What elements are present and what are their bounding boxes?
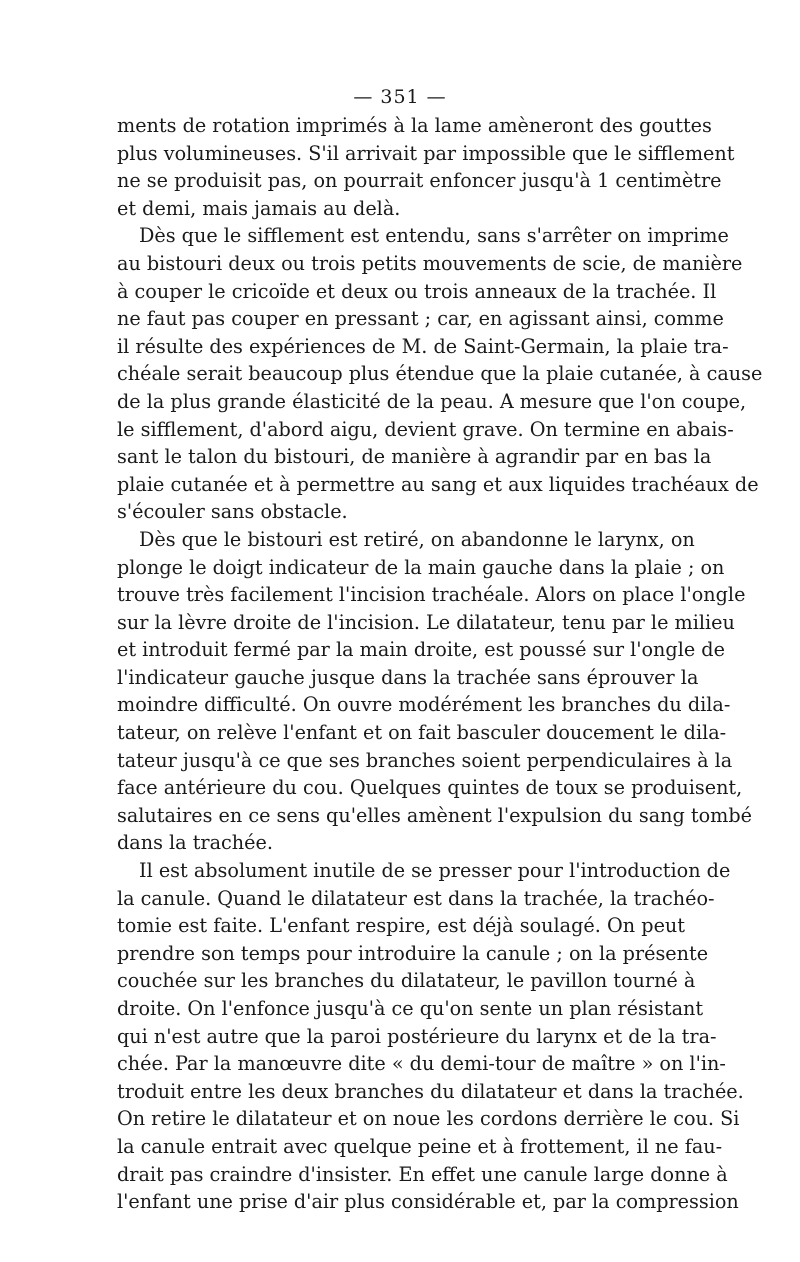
text-line: moindre difficulté. On ouvre modérément les branches du dila- (117, 693, 731, 717)
text-line: couchée sur les branches du dilatateur, le pavillon tourné à (117, 969, 696, 993)
text-line: au bistouri deux ou trois petits mouvements de scie, de manière (117, 251, 743, 275)
text-line: sur la lèvre droite de l'incision. Le dilatateur, tenu par le milieu (117, 610, 735, 634)
text-line: le sifflement, d'abord aigu, devient grave. On termine en abais- (117, 417, 734, 441)
text-line: ments de rotation imprimés à la lame amèneront des gouttes (117, 114, 712, 137)
text-line: l'enfant une prise d'air plus considérable et, par la compression (117, 1190, 739, 1214)
text-line: et demi, mais jamais au delà. (117, 196, 401, 220)
text-line: tomie est faite. L'enfant respire, est déjà soulagé. On peut (117, 914, 685, 938)
text-line: Dès que le bistouri est retiré, on abandonne le larynx, on (139, 527, 695, 551)
text-line: trouve très facilement l'incision trachéale. Alors on place l'ongle (117, 583, 746, 607)
text-line: plonge le doigt indicateur de la main gauche dans la plaie ; on (117, 555, 725, 579)
text-line: chéale serait beaucoup plus étendue que la plaie cutanée, à cause (117, 362, 763, 386)
text-line: et introduit fermé par la main droite, est poussé sur l'ongle de (117, 638, 725, 662)
paragraph (117, 222, 763, 526)
text-line: face antérieure du cou. Quelques quintes de toux se produisent, (117, 776, 743, 800)
text-line: ne se produisit pas, on pourrait enfoncer jusqu'à 1 centimètre (117, 169, 722, 193)
body-text (117, 112, 763, 1216)
text-line: Dès que le sifflement est entendu, sans s'arrêter on imprime (139, 224, 729, 248)
text-line: chée. Par la manœuvre dite « du demi-tour de maître » on l'in- (117, 1052, 726, 1076)
text-line: dans la trachée. (117, 831, 273, 855)
text-line: Il est absolument inutile de se presser pour l'introduction de (139, 859, 731, 883)
text-line: prendre son temps pour introduire la canule ; on la présente (117, 941, 709, 965)
paragraph (117, 526, 752, 857)
text-line: tateur, on relève l'enfant et on fait basculer doucement le dila- (117, 721, 727, 745)
text-line: la canule entrait avec quelque peine et à frottement, il ne fau- (117, 1134, 723, 1158)
text-line: plus volumineuses. S'il arrivait par impossible que le sifflement (117, 141, 735, 165)
text-line: il résulte des expériences de M. de Saint-Germain, la plaie tra- (117, 334, 729, 358)
text-line: l'indicateur gauche jusque dans la trachée sans éprouver la (117, 665, 699, 689)
text-line: de la plus grande élasticité de la peau. A mesure que l'on coupe, (117, 389, 747, 413)
text-line: plaie cutanée et à permettre au sang et aux liquides trachéaux de (117, 472, 759, 496)
text-line: la canule. Quand le dilatateur est dans la trachée, la trachéo- (117, 886, 715, 910)
text-line: ne faut pas couper en pressant ; car, en agissant ainsi, comme (117, 307, 724, 331)
text-line: tateur jusqu'à ce que ses branches soient perpendiculaires à la (117, 748, 733, 772)
text-line: drait pas craindre d'insister. En effet une canule large donne à (117, 1162, 728, 1186)
text-line: s'écouler sans obstacle. (117, 500, 348, 524)
text-line: troduit entre les deux branches du dilatateur et dans la trachée. (117, 1079, 744, 1103)
text-line: qui n'est autre que la paroi postérieure du larynx et de la tra- (117, 1024, 717, 1048)
text-line: salutaires en ce sens qu'elles amènent l'expulsion du sang tombé (117, 803, 752, 827)
page-number: — 351 — (353, 86, 447, 108)
text-line: On retire le dilatateur et on noue les cordons derrière le cou. Si (117, 1107, 740, 1131)
text-line: à couper le cricoïde et deux ou trois anneaux de la trachée. Il (117, 279, 717, 303)
text-line: sant le talon du bistouri, de manière à agrandir par en bas la (117, 445, 712, 469)
paragraph (117, 857, 744, 1216)
paragraph (117, 112, 735, 222)
text-line: droite. On l'enfonce jusqu'à ce qu'on sente un plan résistant (117, 997, 704, 1020)
